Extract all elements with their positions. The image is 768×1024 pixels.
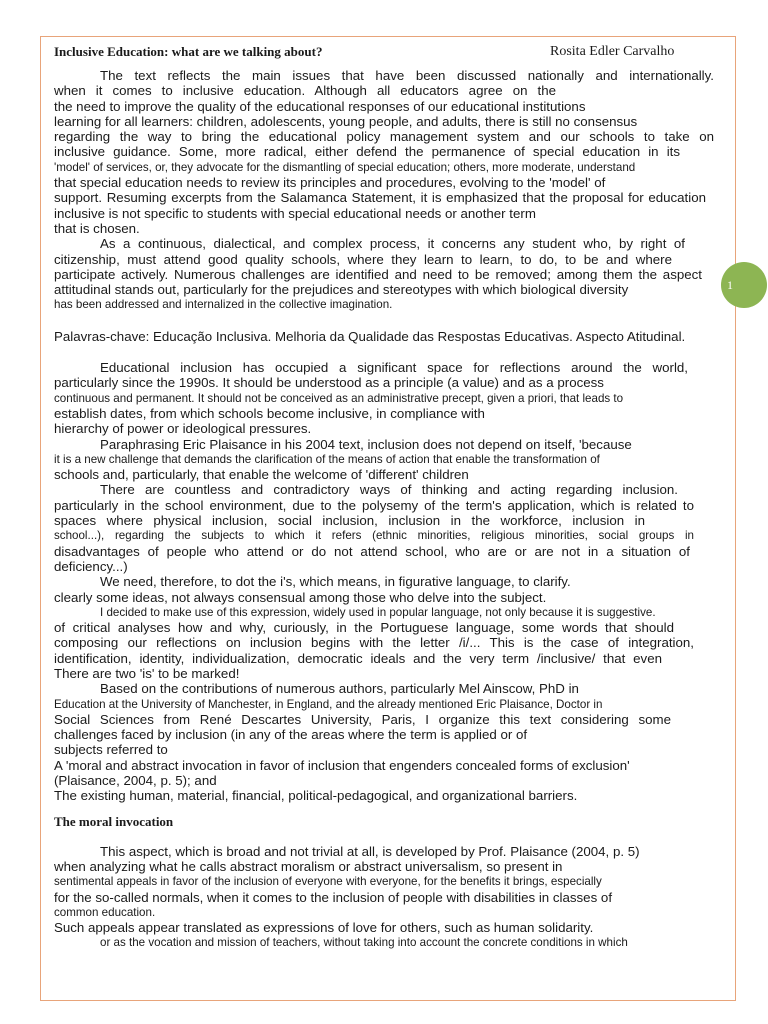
section-line: sentimental appeals in favor of the inclusion of everyone with everyone, for the benefits it brings, especially [54,875,602,889]
body-line: deficiency...) [54,558,128,574]
body-text [54,360,714,804]
document-content [54,44,714,951]
abstract-line: when it comes to inclusive education. Although all educators agree on the [54,83,556,99]
body-line: continuous and permanent. It should not be conceived as an administrative precept, given a priori, that leads to [54,391,624,405]
abstract-line: that is chosen. [54,220,140,236]
body-line: identification, identity, individualization, democratic ideals and the very term /inclusive/ that even [54,650,662,666]
abstract-line: that special education needs to review its principles and procedures, evolving to the 'model' of [54,175,606,191]
body-line: school...), regarding the subjects to which it refers (ethnic minorities, religious minorities, social groups in [54,529,694,543]
body-line: it is a new challenge that demands the clarification of the means of action that enable the transformation of [54,452,600,466]
abstract-line: attitudinal stands out, particularly for the prejudices and stereotypes with which biological diversity [54,282,629,298]
body-line: establish dates, from which schools become inclusive, in compliance with [54,405,485,421]
body-line: subjects referred to [54,742,168,758]
body-line: composing our reflections on inclusion begins with the letter /i/... This is the case of integration, [54,635,694,651]
body-line: A 'moral and abstract invocation in favor of inclusion that engenders concealed forms of exclusion' [54,757,630,773]
abstract-line: citizenship, must attend good quality schools, where they learn to learn, to do, to be and where [54,251,672,267]
body-line: I decided to make use of this expression, widely used in popular language, not only because it is suggestive. [100,605,656,619]
body-line: Educational inclusion has occupied a significant space for reflections around the world, [100,360,688,376]
body-line: (Plaisance, 2004, p. 5); and [54,773,217,789]
abstract-line: learning for all learners: children, adolescents, young people, and adults, there is still no consensus [54,113,638,129]
abstract-line: inclusive guidance. Some, more radical, either defend the permanence of special education in its [54,144,680,160]
abstract-line: participate actively. Numerous challenges are identified and need to be removed; among them the aspect [54,266,702,282]
page-header [54,44,714,68]
body-line: The existing human, material, financial, political-pedagogical, and organizational barriers. [54,788,578,804]
section-line: This aspect, which is broad and not trivial at all, is developed by Prof. Plaisance (2004, p. 5) [100,843,640,859]
body-line: There are two 'is' to be marked! [54,665,240,681]
page-number: 1 [727,277,733,292]
abstract-line: The text reflects the main issues that have been discussed nationally and internationally. [100,68,714,83]
abstract-line: inclusive is not specific to students with special educational needs or another term [54,205,536,221]
body-line: disadvantages of people who attend or do not attend school, who are or are not in a situation of [54,543,690,559]
body-line: of critical analyses how and why, curiously, in the Portuguese language, some words that should [54,620,674,636]
abstract-line: the need to improve the quality of the educational responses of our educational institutions [54,98,586,114]
body-line: challenges faced by inclusion (in any of the areas where the term is applied or of [54,727,528,743]
body-line: Paraphrasing Eric Plaisance in his 2004 text, inclusion does not depend on itself, 'because [100,436,632,452]
abstract-line: regarding the way to bring the educational policy management system and our schools to take on [54,129,714,145]
body-line: hierarchy of power or ideological pressures. [54,421,312,437]
section-line: common education. [54,905,156,919]
body-line: particularly in the school environment, due to the polysemy of the term's application, which is related to [54,497,694,513]
body-line: There are countless and contradictory ways of thinking and acting regarding inclusion. [100,482,678,498]
document-author: Rosita Edler Carvalho [550,44,675,59]
body-line: Education at the University of Manchester, in England, and the already mentioned Eric Plaisance, Doctor in [54,697,603,711]
section-heading: The moral invocation [54,813,174,829]
body-line: We need, therefore, to dot the i's, which means, in figurative language, to clarify. [100,574,571,590]
section-line: for the so-called normals, when it comes to the inclusion of people with disabilities in classes of [54,889,613,905]
body-line: particularly since the 1990s. It should be understood as a principle (a value) and as a process [54,375,604,391]
abstract-line: As a continuous, dialectical, and complex process, it concerns any student who, by right of [100,236,685,252]
abstract-line: support. Resuming excerpts from the Salamanca Statement, it is emphasized that the proposal for education [54,190,706,206]
keywords: Palavras-chave: Educação Inclusiva. Melhoria da Qualidade das Respostas Educativas. Aspecto Atitudinal. [54,328,686,344]
section-text [54,844,714,951]
abstract-line: has been addressed and internalized in the collective imagination. [54,298,393,312]
abstract [54,68,714,313]
document-title: Inclusive Education: what are we talking about? [54,44,323,59]
body-line: Based on the contributions of numerous authors, particularly Mel Ainscow, PhD in [100,681,579,697]
page-number-badge [721,262,767,308]
section-line: when analyzing what he calls abstract moralism or abstract universalism, so present in [54,858,563,874]
body-line: spaces where physical inclusion, social inclusion, inclusion in the workforce, inclusion in [54,513,645,529]
abstract-line: 'model' of services, or, they advocate for the dismantling of special education; others, more moderate, understand [54,160,636,174]
section-line: or as the vocation and mission of teachers, without taking into account the concrete conditions in which [100,936,628,950]
body-line: clearly some ideas, not always consensual among those who delve into the subject. [54,589,547,605]
body-line: Social Sciences from René Descartes University, Paris, I organize this text considering some [54,711,671,727]
body-line: schools and, particularly, that enable the welcome of 'different' children [54,467,469,483]
section-line: Such appeals appear translated as expressions of love for others, such as human solidarity. [54,920,594,936]
